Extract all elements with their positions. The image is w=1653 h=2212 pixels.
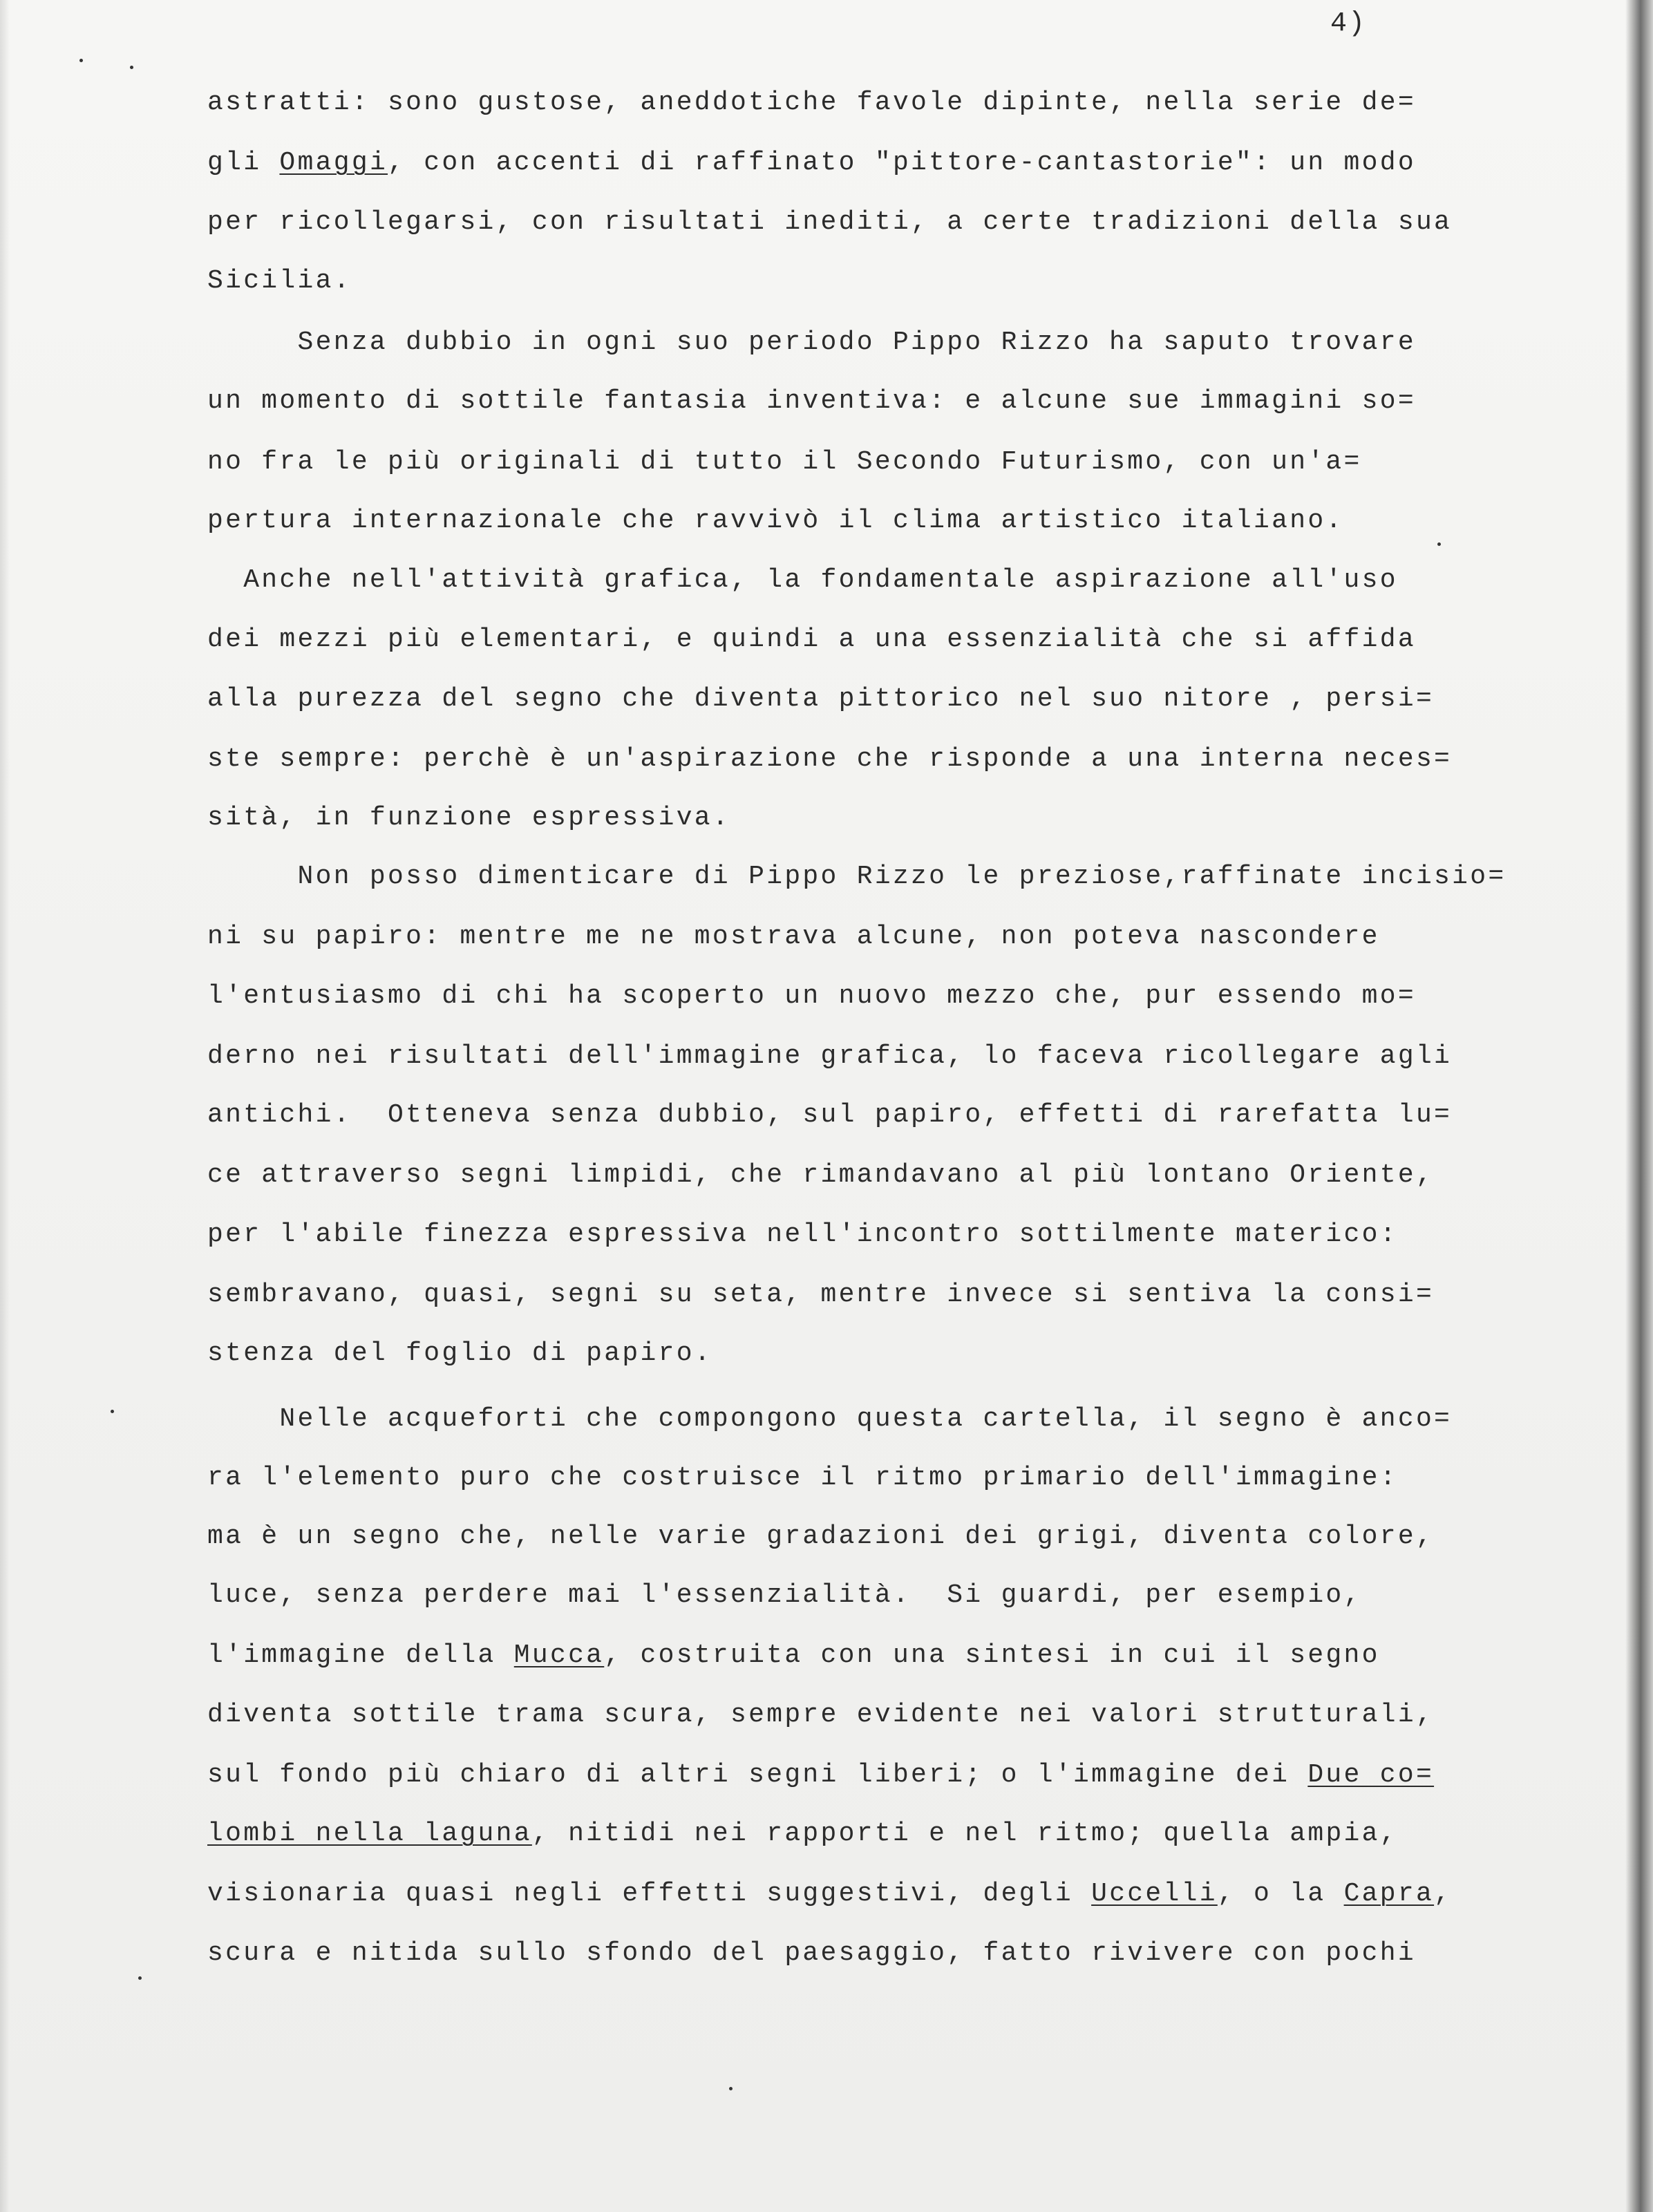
scan-speck: [79, 59, 83, 62]
scan-speck: [130, 66, 133, 69]
text-line: stenza del foglio di papiro.: [207, 1339, 712, 1368]
text-line: no fra le più originali di tutto il Secondo Futurismo, con un'a=: [207, 447, 1362, 477]
text-line: derno nei risultati dell'immagine grafica, lo faceva ricollegare agli: [207, 1041, 1453, 1071]
text-line: per l'abile finezza espressiva nell'incontro sottilmente materico:: [207, 1220, 1398, 1249]
text-line: astratti: sono gustose, aneddotiche favole dipinte, nella serie de=: [207, 88, 1416, 117]
underlined-title: Mucca: [513, 1641, 605, 1670]
scan-edge-shadow: [1625, 0, 1653, 2212]
text-line: luce, senza perdere mai l'essenzialità. Si guardi, per esempio,: [207, 1580, 1362, 1610]
text-line: ce attraverso segni limpidi, che rimandavano al più lontano Oriente,: [207, 1160, 1435, 1190]
text-line: un momento di sottile fantasia inventiva: e alcune sue immagini so=: [207, 386, 1416, 416]
text-line: Nelle acqueforti che compongono questa cartella, il segno è anco=: [207, 1404, 1453, 1434]
text-line: lombi nella laguna, nitidi nei rapporti e nel ritmo; quella ampia,: [207, 1819, 1398, 1849]
text-line: sul fondo più chiaro di altri segni liberi; o l'immagine dei Due co=: [207, 1760, 1435, 1790]
underlined-title: lombi nella laguna: [207, 1819, 532, 1849]
page-number: 4): [1330, 8, 1367, 39]
text-line: Sicilia.: [207, 266, 352, 296]
scan-speck: [138, 1976, 142, 1980]
text-line: ste sempre: perchè è un'aspirazione che risponde a una interna neces=: [207, 744, 1453, 774]
text-line: sembravano, quasi, segni su seta, mentre invece si sentiva la consi=: [207, 1280, 1435, 1310]
text-line: antichi. Otteneva senza dubbio, sul papiro, effetti di rarefatta lu=: [207, 1100, 1453, 1130]
text-line: Anche nell'attività grafica, la fondamentale aspirazione all'uso: [207, 565, 1398, 595]
text-line: pertura internazionale che ravvivò il clima artistico italiano.: [207, 506, 1344, 536]
text-line: Non posso dimenticare di Pippo Rizzo le preziose,raffinate incisio=: [207, 862, 1506, 891]
scan-speck: [111, 1410, 114, 1413]
text-line: per ricollegarsi, con risultati inediti, a certe tradizioni della sua: [207, 207, 1453, 237]
text-line: diventa sottile trama scura, sempre evidente nei valori strutturali,: [207, 1700, 1435, 1730]
text-line: ma è un segno che, nelle varie gradazioni dei grigi, diventa colore,: [207, 1522, 1435, 1551]
scan-speck: [1437, 542, 1441, 546]
scan-speck: [729, 2087, 733, 2090]
text-line: l'immagine della Mucca, costruita con una sintesi in cui il segno: [207, 1641, 1380, 1670]
text-line: l'entusiasmo di chi ha scoperto un nuovo mezzo che, pur essendo mo=: [207, 981, 1416, 1011]
underlined-title: Capra: [1343, 1879, 1435, 1909]
text-line: ni su papiro: mentre me ne mostrava alcune, non poteva nascondere: [207, 922, 1380, 952]
text-line: dei mezzi più elementari, e quindi a una essenzialità che si affida: [207, 625, 1416, 654]
text-line: sità, in funzione espressiva.: [207, 803, 731, 833]
text-line: visionaria quasi negli effetti suggestivi, degli Uccelli, o la Capra,: [207, 1879, 1453, 1909]
text-line: ra l'elemento puro che costruisce il ritmo primario dell'immagine:: [207, 1463, 1398, 1493]
underlined-title: Due co=: [1307, 1760, 1435, 1790]
underlined-title: Omaggi: [279, 148, 388, 178]
text-line: Senza dubbio in ogni suo periodo Pippo Rizzo ha saputo trovare: [207, 328, 1416, 357]
text-line: alla purezza del segno che diventa pittorico nel suo nitore , persi=: [207, 684, 1435, 714]
underlined-title: Uccelli: [1091, 1879, 1218, 1909]
text-line: scura e nitida sullo sfondo del paesaggio, fatto rivivere con pochi: [207, 1938, 1416, 1968]
text-line: gli Omaggi, con accenti di raffinato "pittore-cantastorie": un modo: [207, 148, 1416, 178]
